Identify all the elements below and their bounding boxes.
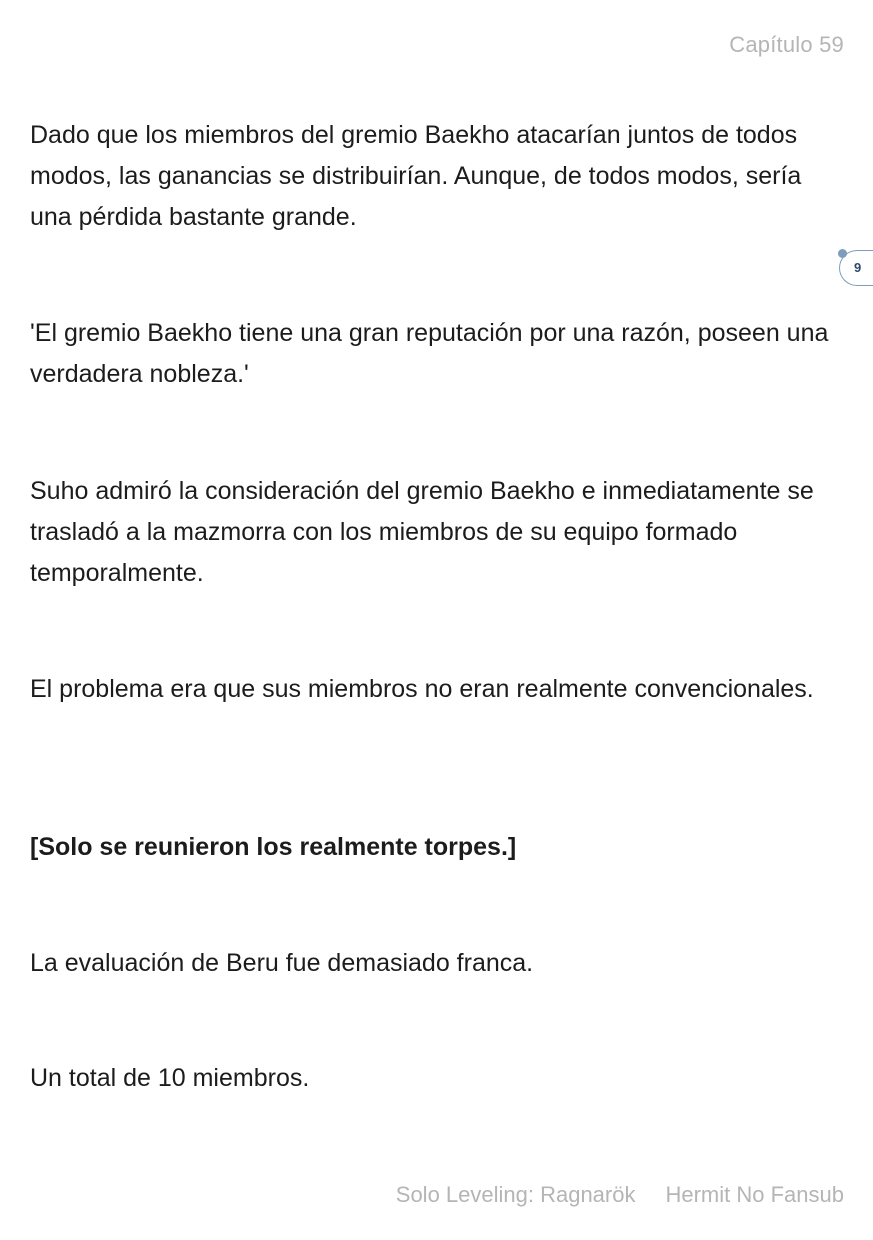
paragraph: Un total de 10 miembros. (30, 1064, 310, 1092)
paragraph: El problema era que sus miembros no eran realmente convencionales. (30, 675, 814, 703)
paragraph: 'El gremio Baekho tiene una gran reputación por una razón, poseen una verdadera nobleza.' (30, 319, 829, 388)
paragraph: Suho admiró la consideración del gremio Baekho e inmediatamente se trasladó a la mazmorra con los miembros de su equipo formado temporalmente. (30, 477, 814, 587)
page-number: 9 (854, 260, 862, 275)
book-title: Solo Leveling: Ragnarök (395, 1182, 636, 1207)
footer (396, 1182, 844, 1208)
paragraph: La evaluación de Beru fue demasiado franca. (30, 949, 534, 977)
bookmark-dot-icon (838, 249, 847, 258)
page-number-bookmark[interactable] (839, 250, 873, 286)
system-message-paragraph: [Solo se reunieron los realmente torpes.] (30, 833, 517, 861)
paragraph: Dado que los miembros del gremio Baekho atacarían juntos de todos modos, las ganancias se distribuirían. Aunque, de todos modos, sería una pérdida bastante grande. (30, 121, 802, 231)
translator-credit: Hermit No Fansub (665, 1182, 844, 1207)
chapter-label: Capítulo 59 (729, 32, 844, 57)
